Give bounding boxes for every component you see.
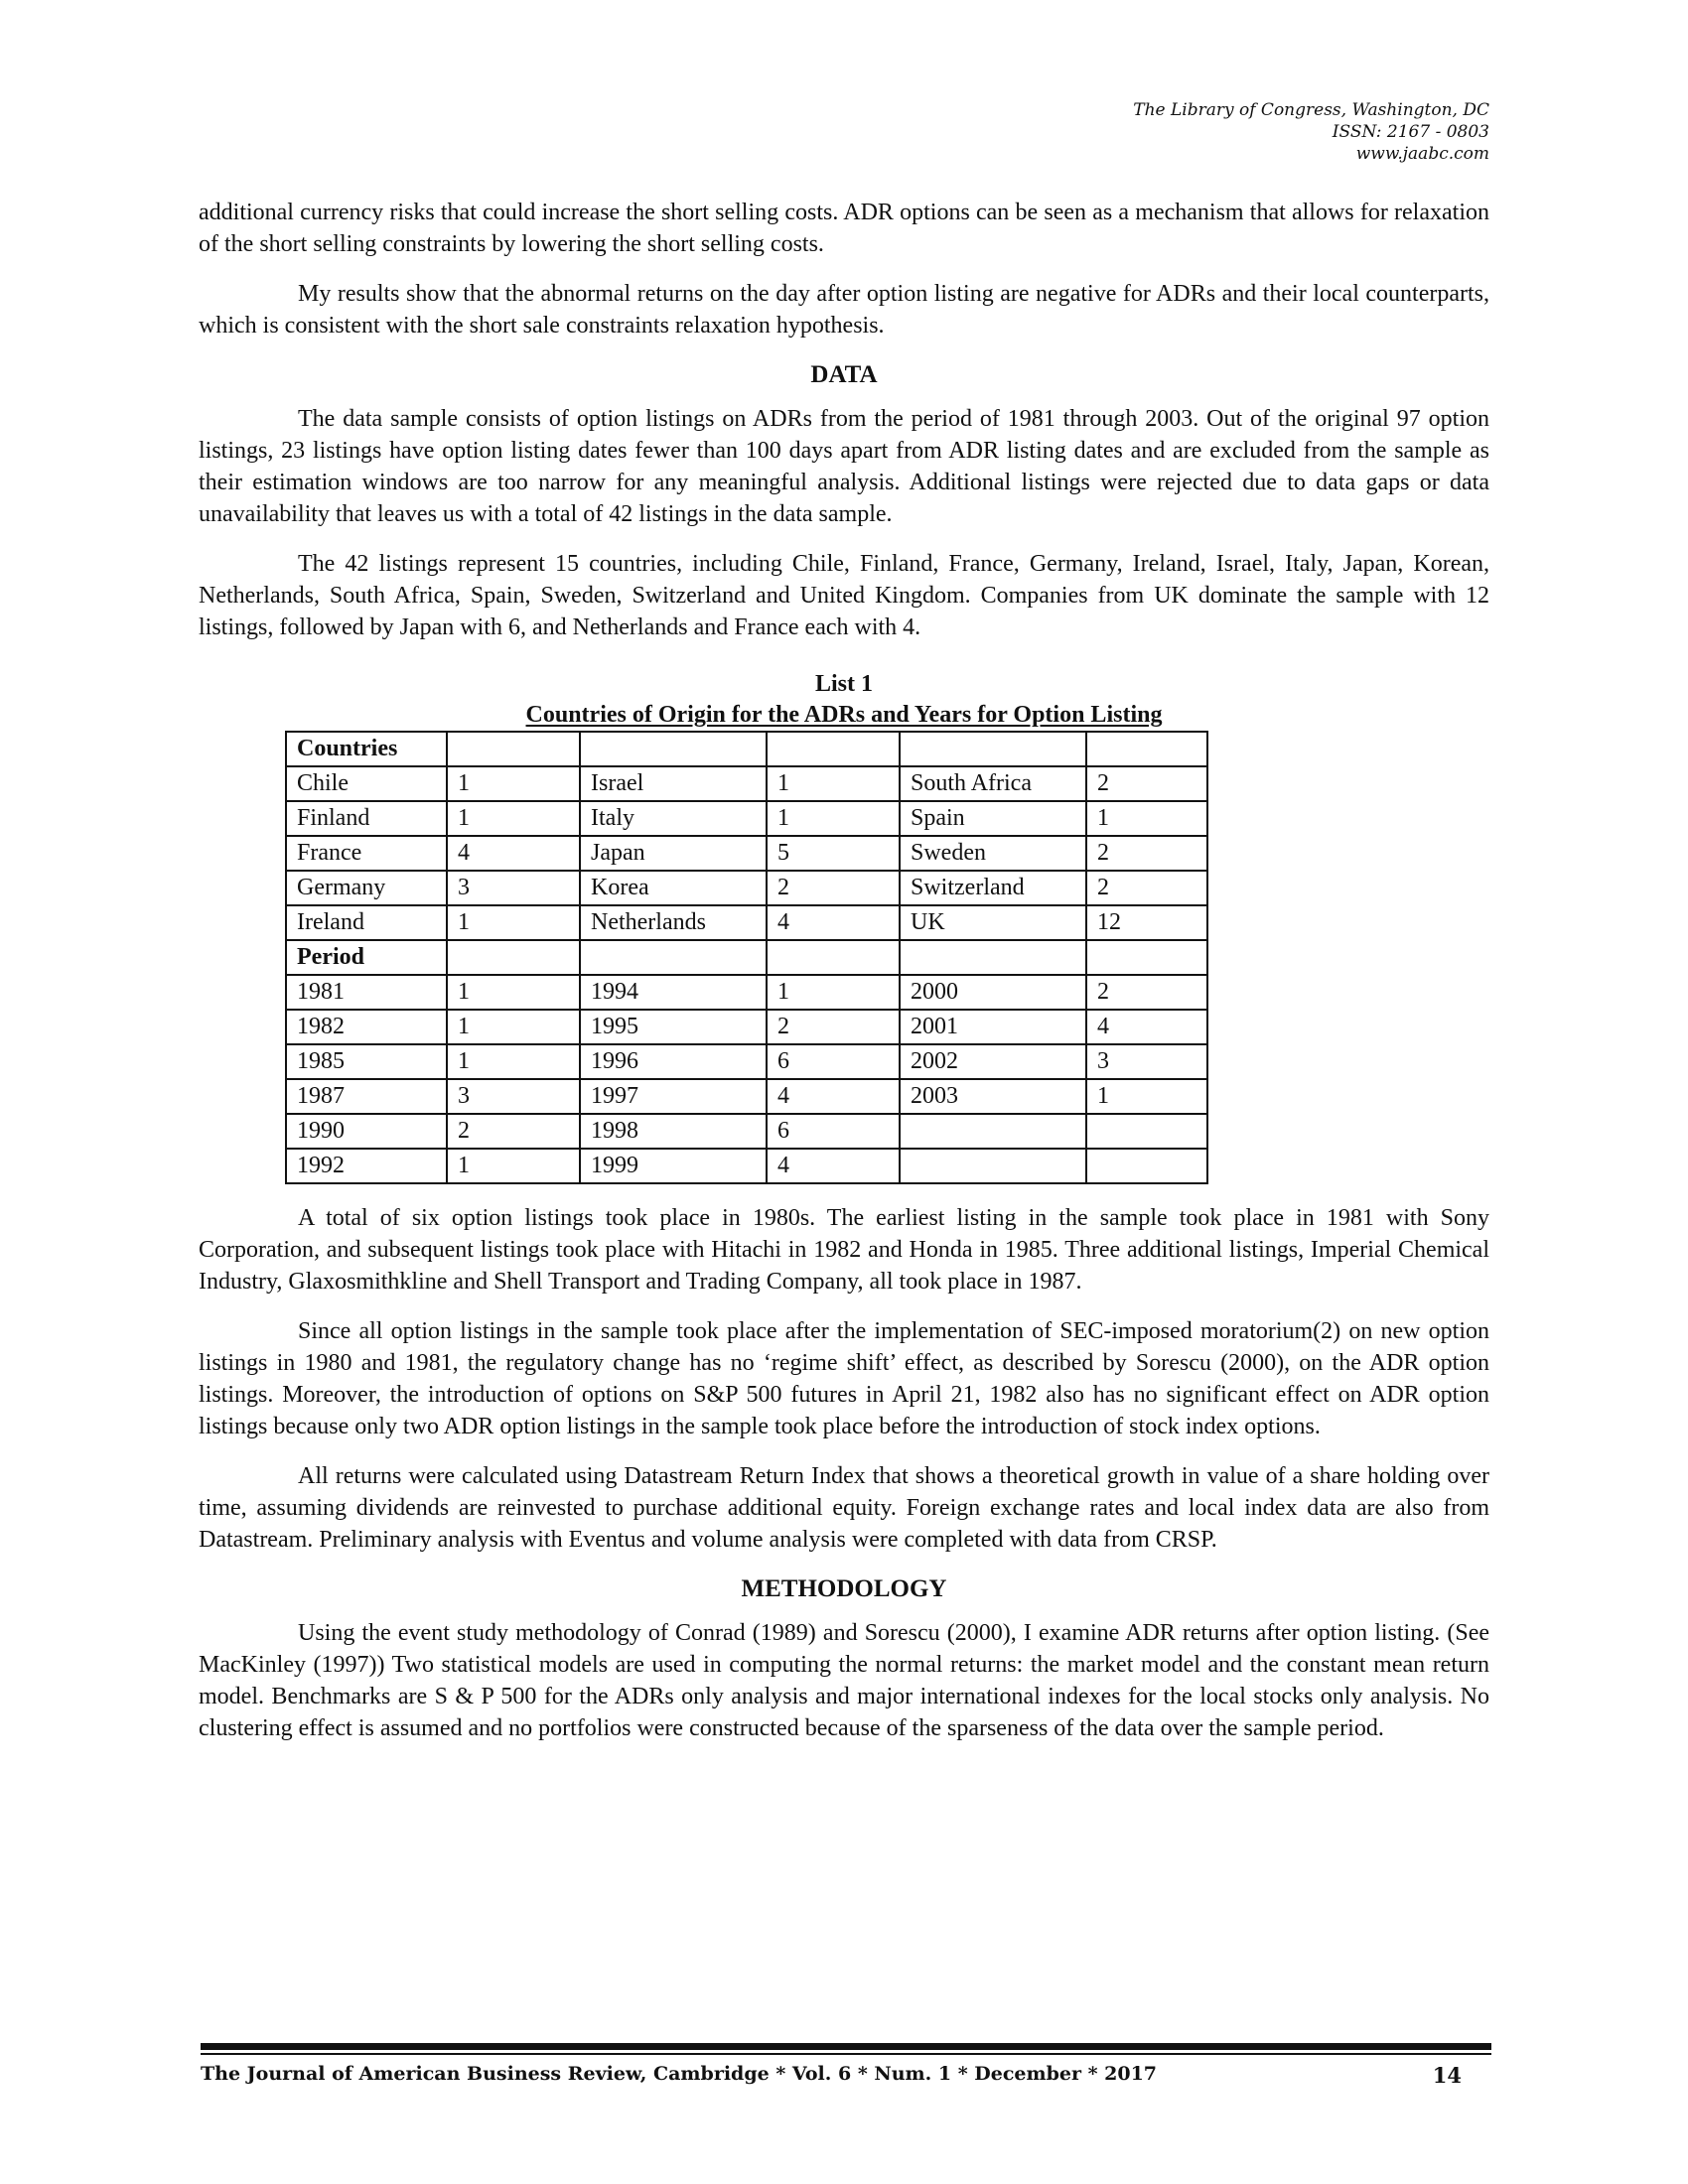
table-cell: 1992 xyxy=(286,1149,447,1183)
table-cell xyxy=(1086,1149,1207,1183)
table-row xyxy=(286,732,1207,766)
table-cell xyxy=(900,1149,1086,1183)
table-cell: 1 xyxy=(447,1149,580,1183)
table-cell: Switzerland xyxy=(900,871,1086,905)
table-cell: 2 xyxy=(1086,871,1207,905)
table-cell: 2 xyxy=(1086,836,1207,871)
paragraph-data-sample: The data sample consists of option listings on ADRs from the period of 1981 through 2003. Out of the original 97 option listings, 23 listings have option listing dates fewer than 100 days apart from ADR listing dates and are excluded from the sample as their estimation windows are too narrow for any meaningful analysis. Additional listings were rejected due to data gaps or data unavailability that leaves us with a total of 42 listings in the data sample. xyxy=(199,406,1489,527)
table-row xyxy=(286,1079,1207,1114)
table-cell: 1982 xyxy=(286,1010,447,1044)
header-issn: ISSN: 2167 - 0803 xyxy=(1332,122,1489,142)
table-cell: 1981 xyxy=(286,975,447,1010)
table-cell: 6 xyxy=(767,1114,900,1149)
table-row xyxy=(286,1010,1207,1044)
page-footer xyxy=(201,2063,1462,2088)
paragraph-regulatory: Since all option listings in the sample took place after the implementation of SEC-imposed moratorium(2) on new option listings in 1980 and 1981, the regulatory change has no ‘regime shift’ effect, as described by Sorescu (2000), on the ADR option listings. Moreover, the introduction of options on S&P 500 futures in April 21, 1982 also has no significant effect on ADR option listings because only two ADR option listings in the sample took place before the introduction of stock index options. xyxy=(199,1318,1489,1439)
table-caption xyxy=(199,669,1489,731)
table-cell: Chile xyxy=(286,766,447,801)
table-cell xyxy=(767,732,900,766)
header-website: www.jaabc.com xyxy=(1355,144,1489,164)
table-cell: Italy xyxy=(580,801,767,836)
table-cell: Sweden xyxy=(900,836,1086,871)
table-cell xyxy=(900,940,1086,975)
table-cell: 1987 xyxy=(286,1079,447,1114)
table-cell xyxy=(1086,732,1207,766)
table-cell: 1 xyxy=(447,975,580,1010)
table-cell: 12 xyxy=(1086,905,1207,940)
table-row xyxy=(286,871,1207,905)
table-cell: 1998 xyxy=(580,1114,767,1149)
table-cell: 1 xyxy=(767,766,900,801)
table-row xyxy=(286,801,1207,836)
paragraph-countries: The 42 listings represent 15 countries, including Chile, Finland, France, Germany, Ireland, Israel, Italy, Japan, Korean, Netherlands, South Africa, Spain, Sweden, Switzerland and United Kingdom. Companies from UK dominate the sample with 12 listings, followed by Japan with 6, and Netherlands and France each with 4. xyxy=(199,551,1489,640)
paragraph-1980s-listings: A total of six option listings took place in 1980s. The earliest listing in the sample took place in 1981 with Sony Corporation, and subsequent listings took place with Hitachi in 1982 and Honda in 1985. Three additional listings, Imperial Chemical Industry, Glaxosmithkline and Shell Transport and Trading Company, all took place in 1987. xyxy=(199,1205,1489,1295)
table-cell: 1 xyxy=(447,905,580,940)
table-cell: 4 xyxy=(767,1149,900,1183)
footer-journal: The Journal of American Business Review, Cambridge * Vol. 6 * Num. 1 * December * 2017 xyxy=(201,2063,1158,2085)
table-cell: 3 xyxy=(447,1079,580,1114)
table-cell: Germany xyxy=(286,871,447,905)
table-cell xyxy=(1086,1114,1207,1149)
table-cell xyxy=(767,940,900,975)
table-row xyxy=(286,1044,1207,1079)
table-group-header: Countries xyxy=(286,732,447,766)
table-cell: France xyxy=(286,836,447,871)
table-cell: 1990 xyxy=(286,1114,447,1149)
table-cell: 1 xyxy=(1086,801,1207,836)
table-row xyxy=(286,975,1207,1010)
table-cell: 2 xyxy=(1086,766,1207,801)
table-cell: 1994 xyxy=(580,975,767,1010)
table-cell: Netherlands xyxy=(580,905,767,940)
table-caption-title: List 1 xyxy=(814,671,873,697)
table-cell: 2002 xyxy=(900,1044,1086,1079)
paragraph-methodology: Using the event study methodology of Conrad (1989) and Sorescu (2000), I examine ADR returns after option listing. (See MacKinley (1997)) Two statistical models are used in computing the normal returns: the market model and the constant mean return model. Benchmarks are S & P 500 for the ADRs only analysis and major international indexes for the local stocks only analysis. No clustering effect is assumed and no portfolios were constructed because of the sparseness of the data over the sample period. xyxy=(199,1620,1489,1741)
table-cell: 2 xyxy=(447,1114,580,1149)
table-cell: 1 xyxy=(447,1010,580,1044)
table-cell: 2001 xyxy=(900,1010,1086,1044)
running-header xyxy=(794,99,1489,165)
table-cell: 6 xyxy=(767,1044,900,1079)
table-cell: Korea xyxy=(580,871,767,905)
table-row xyxy=(286,940,1207,975)
table-cell: 1 xyxy=(767,801,900,836)
article-body xyxy=(199,197,1489,1762)
table-cell: Ireland xyxy=(286,905,447,940)
table-cell: 4 xyxy=(767,1079,900,1114)
table-cell xyxy=(900,1114,1086,1149)
paragraph-results-summary: My results show that the abnormal returns on the day after option listing are negative for ADRs and their local counterparts, which is consistent with the short sale constraints relaxation hypothesis. xyxy=(199,281,1489,339)
table-row xyxy=(286,836,1207,871)
table-cell: 2000 xyxy=(900,975,1086,1010)
page-number: 14 xyxy=(1432,2063,1462,2088)
table-cell: 1 xyxy=(447,1044,580,1079)
table-row xyxy=(286,905,1207,940)
table-cell: 1985 xyxy=(286,1044,447,1079)
table-row xyxy=(286,1149,1207,1183)
table-cell: Spain xyxy=(900,801,1086,836)
table-cell: 1 xyxy=(447,766,580,801)
table-row xyxy=(286,766,1207,801)
table-caption-subtitle: Countries of Origin for the ADRs and Years for Option Listing xyxy=(525,702,1163,728)
table-cell xyxy=(447,732,580,766)
table-cell: South Africa xyxy=(900,766,1086,801)
table-body xyxy=(286,732,1207,1183)
table-cell xyxy=(447,940,580,975)
table-cell xyxy=(580,940,767,975)
table-cell xyxy=(580,732,767,766)
table-cell xyxy=(1086,940,1207,975)
table-cell: 1 xyxy=(447,801,580,836)
table-cell: 1996 xyxy=(580,1044,767,1079)
footer-rule xyxy=(201,2043,1491,2055)
table-cell: 1995 xyxy=(580,1010,767,1044)
table-cell: 4 xyxy=(767,905,900,940)
countries-periods-table xyxy=(285,731,1208,1184)
header-library: The Library of Congress, Washington, DC xyxy=(1133,100,1489,120)
table-cell: 1999 xyxy=(580,1149,767,1183)
table-cell: 2 xyxy=(1086,975,1207,1010)
table-cell: 3 xyxy=(1086,1044,1207,1079)
section-heading-data: DATA xyxy=(810,361,878,388)
table-cell: 1 xyxy=(1086,1079,1207,1114)
table-cell: Japan xyxy=(580,836,767,871)
table-cell: 1997 xyxy=(580,1079,767,1114)
table-cell: Israel xyxy=(580,766,767,801)
table-cell xyxy=(900,732,1086,766)
table-cell: 1 xyxy=(767,975,900,1010)
table-cell: 4 xyxy=(1086,1010,1207,1044)
table-cell: 3 xyxy=(447,871,580,905)
table-group-header: Period xyxy=(286,940,447,975)
table-cell: Finland xyxy=(286,801,447,836)
section-heading-methodology: METHODOLOGY xyxy=(741,1575,947,1602)
table-cell: 2003 xyxy=(900,1079,1086,1114)
table-row xyxy=(286,1114,1207,1149)
table-cell: UK xyxy=(900,905,1086,940)
table-cell: 4 xyxy=(447,836,580,871)
paragraph-intro-continued: additional currency risks that could increase the short selling costs. ADR options can be seen as a mechanism that allows for relaxation of the short selling constraints by lowering the short selling costs. xyxy=(199,200,1489,257)
table-cell: 5 xyxy=(767,836,900,871)
table-cell: 2 xyxy=(767,1010,900,1044)
table-cell: 2 xyxy=(767,871,900,905)
paragraph-returns: All returns were calculated using Datastream Return Index that shows a theoretical growth in value of a share holding over time, assuming dividends are reinvested to purchase additional equity. Foreign exchange rates and local index data are also from Datastream. Preliminary analysis with Eventus and volume analysis were completed with data from CRSP. xyxy=(199,1463,1489,1553)
